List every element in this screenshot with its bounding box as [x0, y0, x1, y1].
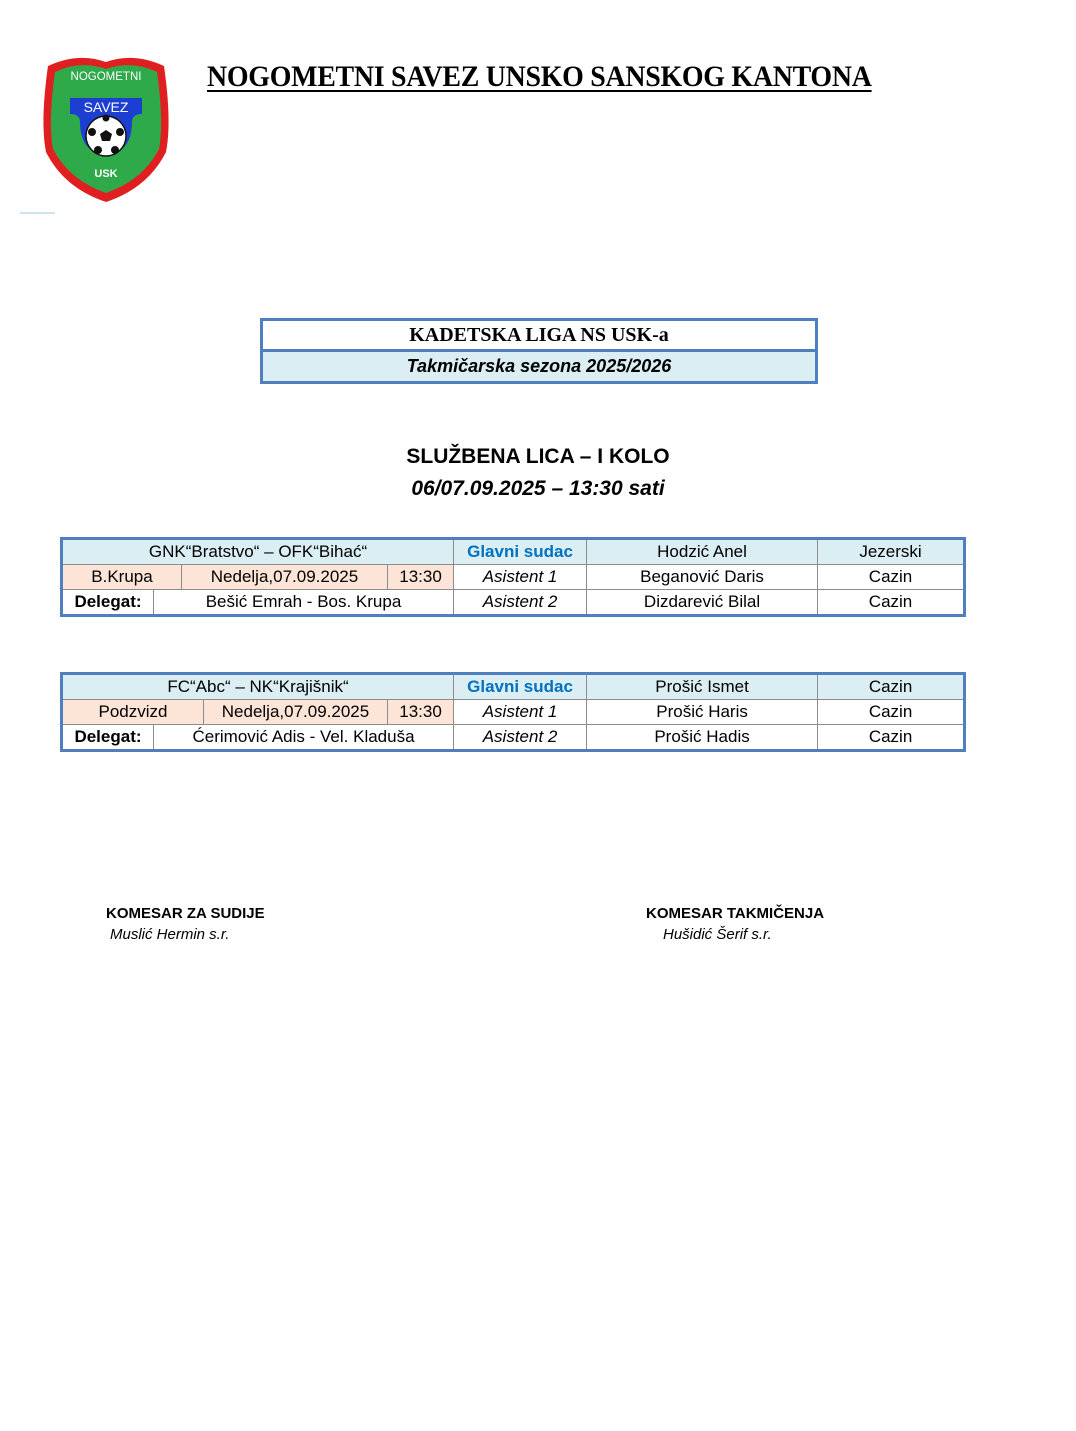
match-venue: Podzvizd: [62, 700, 204, 725]
official-role: Glavni sudac: [454, 539, 587, 565]
signature-title: KOMESAR ZA SUDIJE: [106, 905, 265, 922]
match-table: [60, 672, 966, 752]
match-teams: GNK“Bratstvo“ – OFK“Bihać“: [62, 539, 454, 565]
official-name: Dizdarević Bilal: [587, 590, 818, 616]
table-row: [62, 565, 965, 590]
table-row: [62, 700, 965, 725]
table-row: [62, 539, 965, 565]
signature-competition: [646, 905, 824, 943]
delegate-name: Bešić Emrah - Bos. Krupa: [154, 590, 454, 616]
signature-name: Muslić Hermin s.r.: [110, 926, 230, 943]
match-table: [60, 537, 966, 617]
official-city: Cazin: [818, 700, 965, 725]
organization-title: NOGOMETNI SAVEZ UNSKO SANSKOG KANTONA: [207, 60, 872, 93]
round-datetime: 06/07.09.2025 – 13:30 sati: [411, 477, 665, 500]
signature-title: KOMESAR TAKMIČENJA: [646, 905, 825, 922]
official-role: Asistent 2: [454, 725, 587, 751]
official-city: Cazin: [818, 590, 965, 616]
signature-name: Hušidić Šerif s.r.: [663, 926, 772, 943]
delegate-name: Ćerimović Adis - Vel. Kladuša: [154, 725, 454, 751]
table-row: [62, 725, 965, 751]
league-name: KADETSKA LIGA NS USK-a: [263, 321, 815, 352]
official-city: Cazin: [818, 565, 965, 590]
table-row: [62, 674, 965, 700]
official-name: Prošić Hadis: [587, 725, 818, 751]
official-city: Jezerski: [818, 539, 965, 565]
official-name: Prošić Ismet: [587, 674, 818, 700]
match-time: 13:30: [388, 700, 454, 725]
delegate-label: Delegat:: [62, 725, 154, 751]
official-name: Beganović Daris: [587, 565, 818, 590]
official-role: Asistent 2: [454, 590, 587, 616]
logo-top-text: NOGOMETNI: [70, 71, 142, 83]
logo-divider: [20, 212, 55, 214]
league-season: Takmičarska sezona 2025/2026: [263, 352, 815, 381]
official-role: Glavni sudac: [454, 674, 587, 700]
signature-referees: [106, 905, 265, 943]
match-time: 13:30: [388, 565, 454, 590]
official-city: Cazin: [818, 674, 965, 700]
logo-bottom-text: USK: [94, 168, 118, 180]
match-date: Nedelja,07.09.2025: [204, 700, 388, 725]
logo-middle-text: SAVEZ: [83, 99, 129, 115]
official-name: Prošić Haris: [587, 700, 818, 725]
official-role: Asistent 1: [454, 700, 587, 725]
league-box: [260, 318, 818, 384]
shield-emblem-icon: [38, 52, 174, 204]
match-date: Nedelja,07.09.2025: [182, 565, 388, 590]
table-row: [62, 590, 965, 616]
official-role: Asistent 1: [454, 565, 587, 590]
delegate-label: Delegat:: [62, 590, 154, 616]
official-name: Hodzić Anel: [587, 539, 818, 565]
official-city: Cazin: [818, 725, 965, 751]
match-venue: B.Krupa: [62, 565, 182, 590]
round-title: SLUŽBENA LICA – I KOLO: [406, 445, 670, 468]
match-teams: FC“Abc“ – NK“Krajišnik“: [62, 674, 454, 700]
federation-logo: [38, 52, 174, 204]
